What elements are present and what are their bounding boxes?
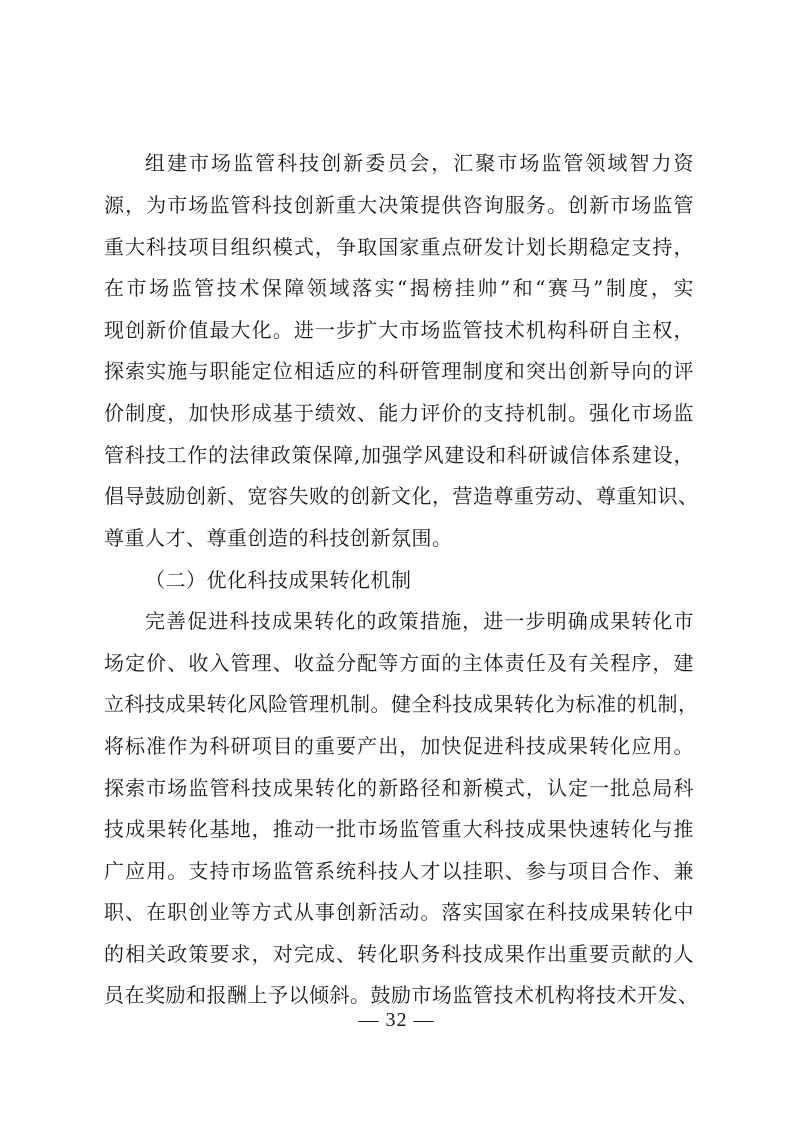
paragraph-1-line-7: 价制度，加快形成基于绩效、能力评价的支持机制。强化市场监	[104, 401, 694, 425]
paragraph-2-line-1: 完善促进科技成果转化的政策措施，进一步明确成果转化市	[145, 609, 694, 633]
paragraph-1-line-8: 管科技工作的法律政策保障,加强学风建设和科研诚信体系建设，	[104, 443, 694, 467]
section-heading: （二）优化科技成果转化机制	[145, 568, 412, 592]
paragraph-1-line-10: 尊重人才、尊重创造的科技创新氛围。	[104, 526, 453, 550]
paragraph-2-line-10: 员在奖励和报酬上予以倾斜。鼓励市场监管技术机构将技术开发、	[104, 983, 699, 1007]
paragraph-1-line-2: 源，为市场监管科技创新重大决策提供咨询服务。创新市场监管	[104, 193, 694, 217]
paragraph-2-line-9: 的相关政策要求，对完成、转化职务科技成果作出重要贡献的人	[104, 942, 694, 966]
paragraph-2-line-5: 探索市场监管科技成果转化的新路径和新模式，认定一批总局科	[104, 776, 694, 800]
paragraph-2-line-8: 职、在职创业等方式从事创新活动。落实国家在科技成果转化中	[104, 900, 694, 924]
paragraph-1-line-1: 组建市场监管科技创新委员会，汇聚市场监管领域智力资	[145, 151, 694, 175]
paragraph-1-line-3: 重大科技项目组织模式，争取国家重点研发计划长期稳定支持，	[104, 235, 694, 259]
paragraph-1-line-5: 现创新价值最大化。进一步扩大市场监管技术机构科研自主权，	[104, 318, 694, 342]
paragraph-1-line-9: 倡导鼓励创新、宽容失败的创新文化，营造尊重劳动、尊重知识、	[104, 484, 699, 508]
paragraph-2-line-4: 将标准作为科研项目的重要产出，加快促进科技成果转化应用。	[104, 734, 694, 758]
paragraph-2-line-2: 场定价、收入管理、收益分配等方面的主体责任及有关程序，建	[104, 651, 694, 675]
page-number: — 32 —	[358, 1009, 435, 1031]
paragraph-1-line-4: 在市场监管技术保障领域落实“揭榜挂帅”和“赛马”制度，实	[104, 276, 694, 300]
paragraph-1-line-6: 探索实施与职能定位相适应的科研管理制度和突出创新导向的评	[104, 359, 694, 383]
paragraph-2-line-7: 广应用。支持市场监管系统科技人才以挂职、参与项目合作、兼	[104, 859, 694, 883]
paragraph-2-line-3: 立科技成果转化风险管理机制。健全科技成果转化为标准的机制，	[104, 692, 699, 716]
paragraph-2-line-6: 技成果转化基地，推动一批市场监管重大科技成果快速转化与推	[104, 817, 694, 841]
